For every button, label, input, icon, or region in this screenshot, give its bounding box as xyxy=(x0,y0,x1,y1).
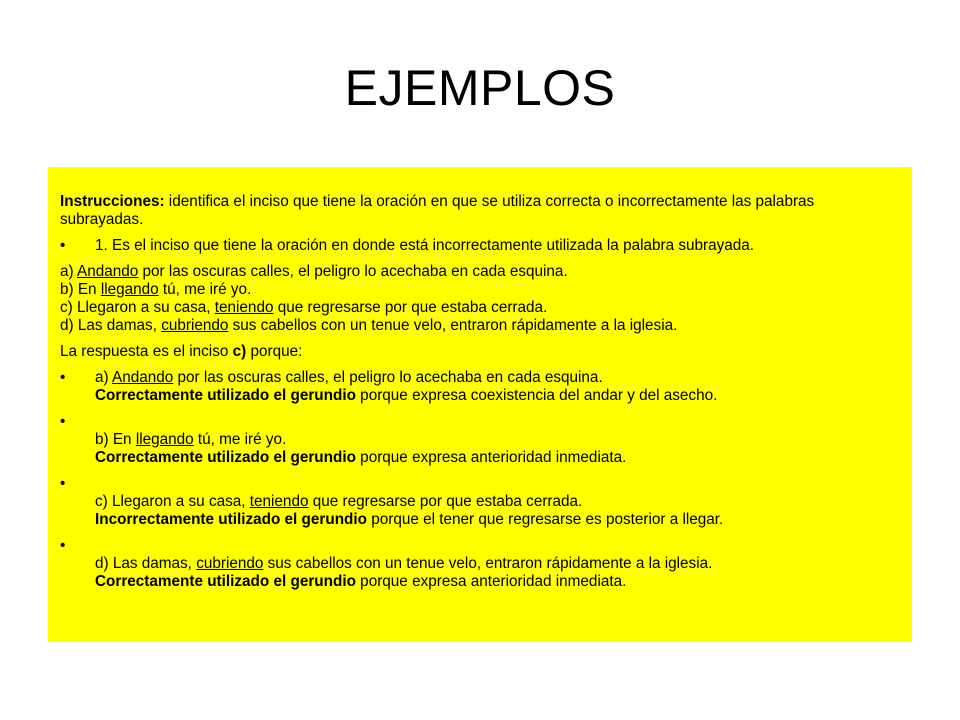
option-b-underlined: llegando xyxy=(100,281,159,298)
option-c-before: c) Llegaron a su casa, xyxy=(60,299,215,316)
options-list xyxy=(60,263,900,335)
bullet-dot: • xyxy=(60,413,66,430)
explanation-d-underlined: cubriendo xyxy=(196,555,264,572)
bullet-dot: • xyxy=(60,369,66,386)
explanation-a-reason-text: porque expresa coexistencia del andar y del asecho. xyxy=(355,387,718,404)
explanation-b-before: b) En xyxy=(95,431,136,448)
explanation-d-sentence xyxy=(95,555,900,573)
explanation-a-after: por las oscuras calles, el peligro lo acechaba en cada esquina. xyxy=(173,369,603,386)
option-d-after: sus cabellos con un tenue velo, entraron rápidamente a la iglesia. xyxy=(228,317,678,334)
explanation-b-text xyxy=(95,413,900,467)
option-b-after: tú, me iré yo. xyxy=(158,281,252,298)
option-a-before: a) xyxy=(60,263,78,280)
answer-before: La respuesta es el inciso xyxy=(60,343,233,360)
explanation-d-reason-text: porque expresa anterioridad inmediata. xyxy=(355,573,627,590)
explanation-c-verdict: Incorrectamente utilizado el gerundio xyxy=(95,511,367,528)
bullet-dot: • xyxy=(60,537,66,554)
instructions-label: Instrucciones: xyxy=(60,193,165,210)
option-a-underlined: Andando xyxy=(77,263,139,280)
explanation-a-before: a) xyxy=(95,369,113,386)
explanation-b xyxy=(60,413,900,467)
slide-title: EJEMPLOS xyxy=(344,60,616,116)
option-a xyxy=(60,263,900,281)
option-d-underlined: cubriendo xyxy=(161,317,229,334)
explanation-c xyxy=(60,475,900,529)
explanation-d xyxy=(60,537,900,591)
explanation-c-before: c) Llegaron a su casa, xyxy=(95,493,250,510)
explanation-c-reason xyxy=(95,511,900,529)
option-a-after: por las oscuras calles, el peligro lo acechaba en cada esquina. xyxy=(138,263,568,280)
explanation-c-text xyxy=(95,475,900,529)
explanation-d-verdict: Correctamente utilizado el gerundio xyxy=(95,573,356,590)
option-b xyxy=(60,281,900,299)
explanation-d-after: sus cabellos con un tenue velo, entraron rápidamente a la iglesia. xyxy=(263,555,713,572)
explanation-c-after: que regresarse por que estaba cerrada. xyxy=(308,493,583,510)
explanation-b-reason-text: porque expresa anterioridad inmediata. xyxy=(355,449,627,466)
explanation-d-reason xyxy=(95,573,900,591)
bullet-dot: • xyxy=(60,475,66,492)
explanation-a-underlined: Andando xyxy=(112,369,174,386)
explanation-b-verdict: Correctamente utilizado el gerundio xyxy=(95,449,356,466)
explanation-b-after: tú, me iré yo. xyxy=(193,431,287,448)
explanation-c-underlined: teniendo xyxy=(249,493,309,510)
explanation-b-sentence xyxy=(95,431,900,449)
explanation-a-text xyxy=(95,369,900,405)
option-c-after: que regresarse por que estaba cerrada. xyxy=(273,299,548,316)
bullet-dot: • xyxy=(60,237,66,254)
explanation-a-sentence xyxy=(95,369,900,387)
option-c xyxy=(60,299,900,317)
question-text: 1. Es el inciso que tiene la oración en donde está incorrectamente utilizada la palabra subrayada. xyxy=(95,237,755,254)
question-item xyxy=(60,237,900,255)
option-b-before: b) En xyxy=(60,281,101,298)
explanation-d-before: d) Las damas, xyxy=(95,555,197,572)
answer-after: porque: xyxy=(246,343,303,360)
instructions-text: identifica el inciso que tiene la oración en que se utiliza correcta o incorrectamente las palabras subrayadas. xyxy=(60,193,815,228)
explanation-b-reason xyxy=(95,449,900,467)
option-d-before: d) Las damas, xyxy=(60,317,162,334)
explanation-c-sentence xyxy=(95,493,900,511)
option-c-underlined: teniendo xyxy=(214,299,274,316)
explanation-a xyxy=(60,369,900,405)
explanation-c-reason-text: porque el tener que regresarse es posterior a llegar. xyxy=(367,511,724,528)
answer-bold: c) xyxy=(232,343,247,360)
explanation-a-verdict: Correctamente utilizado el gerundio xyxy=(95,387,356,404)
explanation-a-reason xyxy=(95,387,900,405)
instructions-paragraph xyxy=(60,193,900,229)
explanation-b-underlined: llegando xyxy=(135,431,194,448)
content-box xyxy=(48,167,912,642)
explanation-d-text xyxy=(95,537,900,591)
option-d xyxy=(60,317,900,335)
answer-paragraph xyxy=(60,343,900,361)
